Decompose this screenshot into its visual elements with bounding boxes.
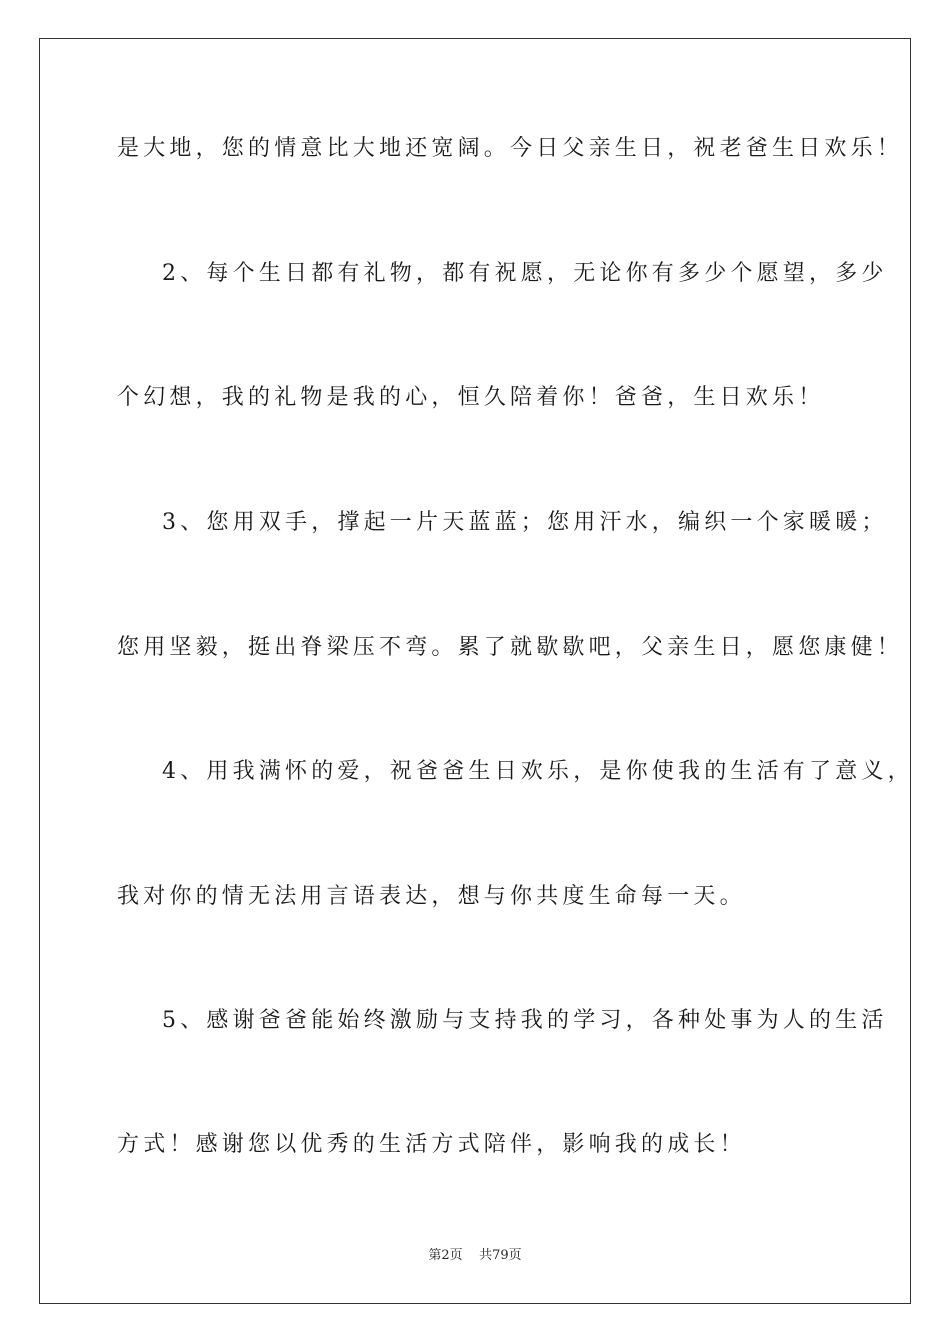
page-number: 第2页: [428, 1248, 463, 1263]
text-line-1: 是大地，您的情意比大地还宽阔。今日父亲生日，祝老爸生日欢乐！: [117, 136, 904, 161]
text-line-6: 4、用我满怀的爱，祝爸爸生日欢乐，是你使我的生活有了意义，: [162, 759, 914, 784]
text-line-8: 5、感谢爸爸能始终激励与支持我的学习，各种处事为人的生活: [162, 1008, 888, 1033]
text-line-9: 方式！感谢您以优秀的生活方式陪伴，影响我的成长！: [117, 1132, 746, 1157]
page-footer: [0, 1246, 950, 1266]
text-line-7: 我对你的情无法用言语表达，想与你共度生命每一天。: [117, 884, 746, 909]
text-line-3: 个幻想，我的礼物是我的心，恒久陪着你！爸爸，生日欢乐！: [117, 385, 825, 410]
text-line-5: 您用坚毅，挺出脊梁压不弯。累了就歇歇吧，父亲生日，愿您康健！: [117, 635, 904, 660]
text-line-2: 2、每个生日都有礼物，都有祝愿，无论你有多少个愿望，多少: [162, 261, 888, 286]
page-total: 共79页: [479, 1248, 522, 1263]
page-border: [39, 38, 911, 1304]
text-line-4: 3、您用双手，撑起一片天蓝蓝；您用汗水，编织一个家暖暖；: [162, 510, 888, 535]
